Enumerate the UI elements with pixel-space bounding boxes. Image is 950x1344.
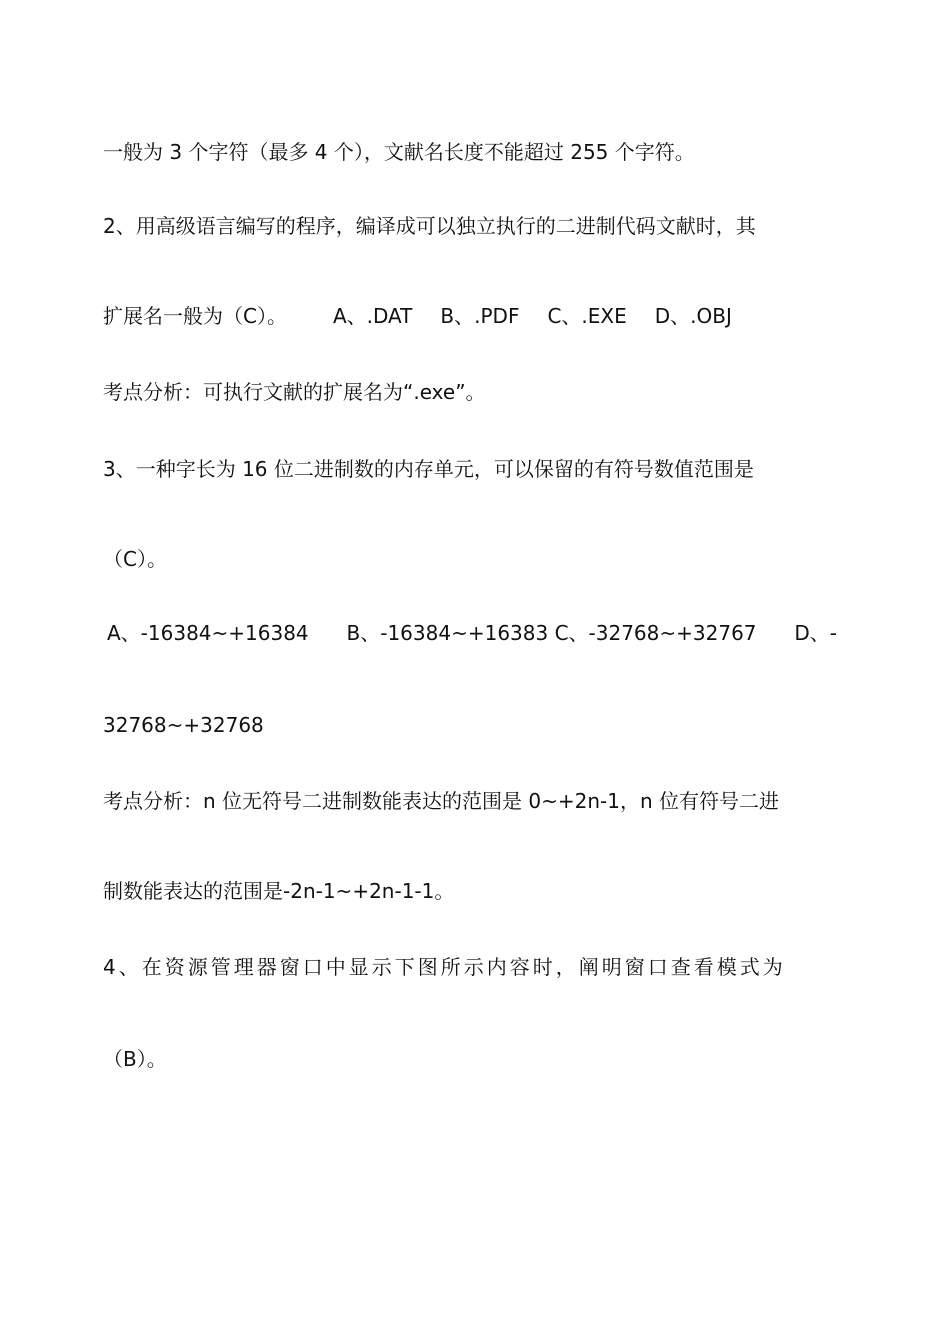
question-4-stem-line1: 4、在资源管理器窗口中显示下图所示内容时，阐明窗口查看模式为 (103, 955, 786, 979)
question-4-stem-line2: （B）。 (103, 1047, 167, 1071)
question-3-stem-line1: 3、一种字长为 16 位二进制数的内存单元，可以保留的有符号数值范围是 (103, 457, 754, 481)
question-2-stem-line1: 2、用高级语言编写的程序，编译成可以独立执行的二进制代码文献时，其 (103, 214, 756, 238)
question-2-stem-end: 扩展名一般为（C）。 (103, 304, 287, 328)
text-line-intro: 一般为 3 个字符（最多 4 个），文献名长度不能超过 255 个字符。 (103, 140, 695, 164)
question-3-analysis-line2: 制数能表达的范围是-2n-1~+2n-1-1。 (103, 879, 455, 903)
question-2-option-d: D、.OBJ (654, 304, 732, 328)
question-3-option-b: B、-16384~+16383 (346, 621, 549, 645)
question-3-options (103, 619, 837, 647)
question-2-option-b: B、.PDF (440, 304, 520, 328)
question-3-option-d-end: 32768~+32768 (103, 713, 264, 737)
question-3-option-a: A、-16384~+16384 (107, 621, 309, 645)
question-3-option-d-start: D、- (794, 621, 837, 645)
question-2-option-a: A、.DAT (332, 304, 413, 328)
question-3-analysis-line1: 考点分析：n 位无符号二进制数能表达的范围是 0~+2n-1，n 位有符号二进 (103, 789, 780, 813)
question-2-option-c: C、.EXE (547, 304, 627, 328)
question-2-stem-line2 (103, 302, 732, 330)
question-3-option-b-c (347, 619, 757, 647)
question-2-analysis: 考点分析：可执行文献的扩展名为“.exe”。 (103, 380, 486, 404)
question-3-option-c: C、-32768~+32767 (554, 621, 757, 645)
question-3-stem-line2: （C）。 (103, 547, 167, 571)
